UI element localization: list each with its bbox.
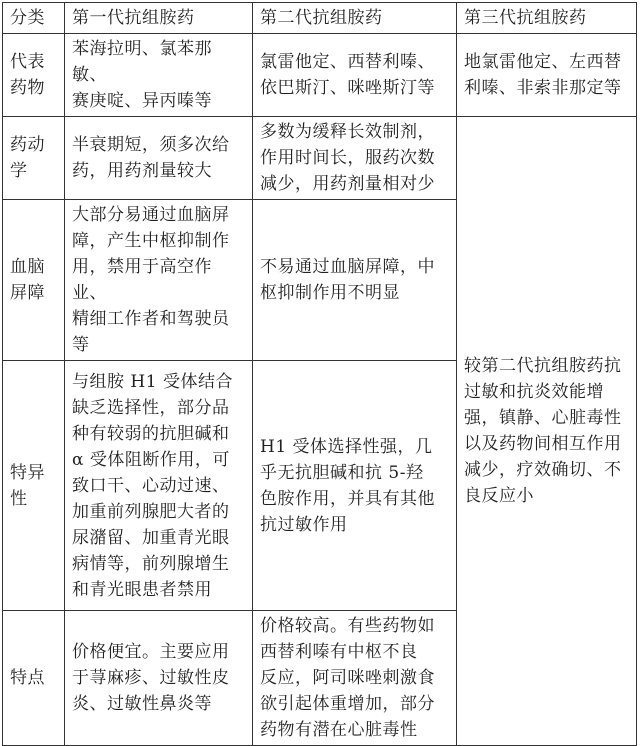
header-row	[3, 3, 637, 34]
cell-gen3-merged: 较第二代抗组胺药抗 过敏和抗炎效能增 强，镇静、心脏毒性 以及药物间相互作用 减少，疗效确切、不 良反应小	[457, 117, 637, 746]
cell-gen2: 多数为缓释长效制剂， 作用时间长，服药次数 减少，用药剂量相对少	[253, 117, 457, 200]
cell-gen1: 与组胺 H1 受体结合 缺乏选择性，部分品 种有较弱的抗胆碱和 α 受体阻断作用，可 致口干、心动过速、 加重前列腺肥大者的 尿潴留、加重青光眼 病情等，前列腺增生 和青光眼患者禁用	[65, 361, 253, 611]
table-row	[3, 34, 637, 117]
row-category: 血脑 屏障	[3, 200, 65, 361]
row-category: 特点	[3, 611, 65, 746]
cell-gen1: 大部分易通过血脑屏 障，产生中枢抑制作 用，禁用于高空作业、 精细工作者和驾驶员 等	[65, 200, 253, 361]
cell-gen2: 不易通过血脑屏障，中 枢抑制作用不明显	[253, 200, 457, 361]
cell-gen1: 价格便宜。主要应用 于荨麻疹、过敏性皮 炎、过敏性鼻炎等	[65, 611, 253, 746]
cell-gen1: 半衰期短，须多次给 药，用药剂量较大	[65, 117, 253, 200]
row-category: 代表 药物	[3, 34, 65, 117]
cell-gen2: 价格较高。有些药物如 西替利嗪有中枢不良 反应，阿司咪唑刺激食 欲引起体重增加，部分 药物有潜在心脏毒性	[253, 611, 457, 746]
cell-gen1: 苯海拉明、氯苯那敏、 赛庚啶、异丙嗪等	[65, 34, 253, 117]
row-category: 药动 学	[3, 117, 65, 200]
header-category: 分类	[3, 3, 65, 34]
cell-gen3: 地氯雷他定、左西替 利嗪、非索非那定等	[457, 34, 637, 117]
table-row	[3, 117, 637, 200]
header-gen2: 第二代抗组胺药	[253, 3, 457, 34]
antihistamine-comparison-table	[2, 2, 637, 746]
row-category: 特异 性	[3, 361, 65, 611]
cell-gen2: 氯雷他定、西替利嗪、 依巴斯汀、咪唑斯汀等	[253, 34, 457, 117]
cell-gen2: H1 受体选择性强，几 乎无抗胆碱和抗 5-羟 色胺作用，并具有其他 抗过敏作用	[253, 361, 457, 611]
header-gen1: 第一代抗组胺药	[65, 3, 253, 34]
header-gen3: 第三代抗组胺药	[457, 3, 637, 34]
